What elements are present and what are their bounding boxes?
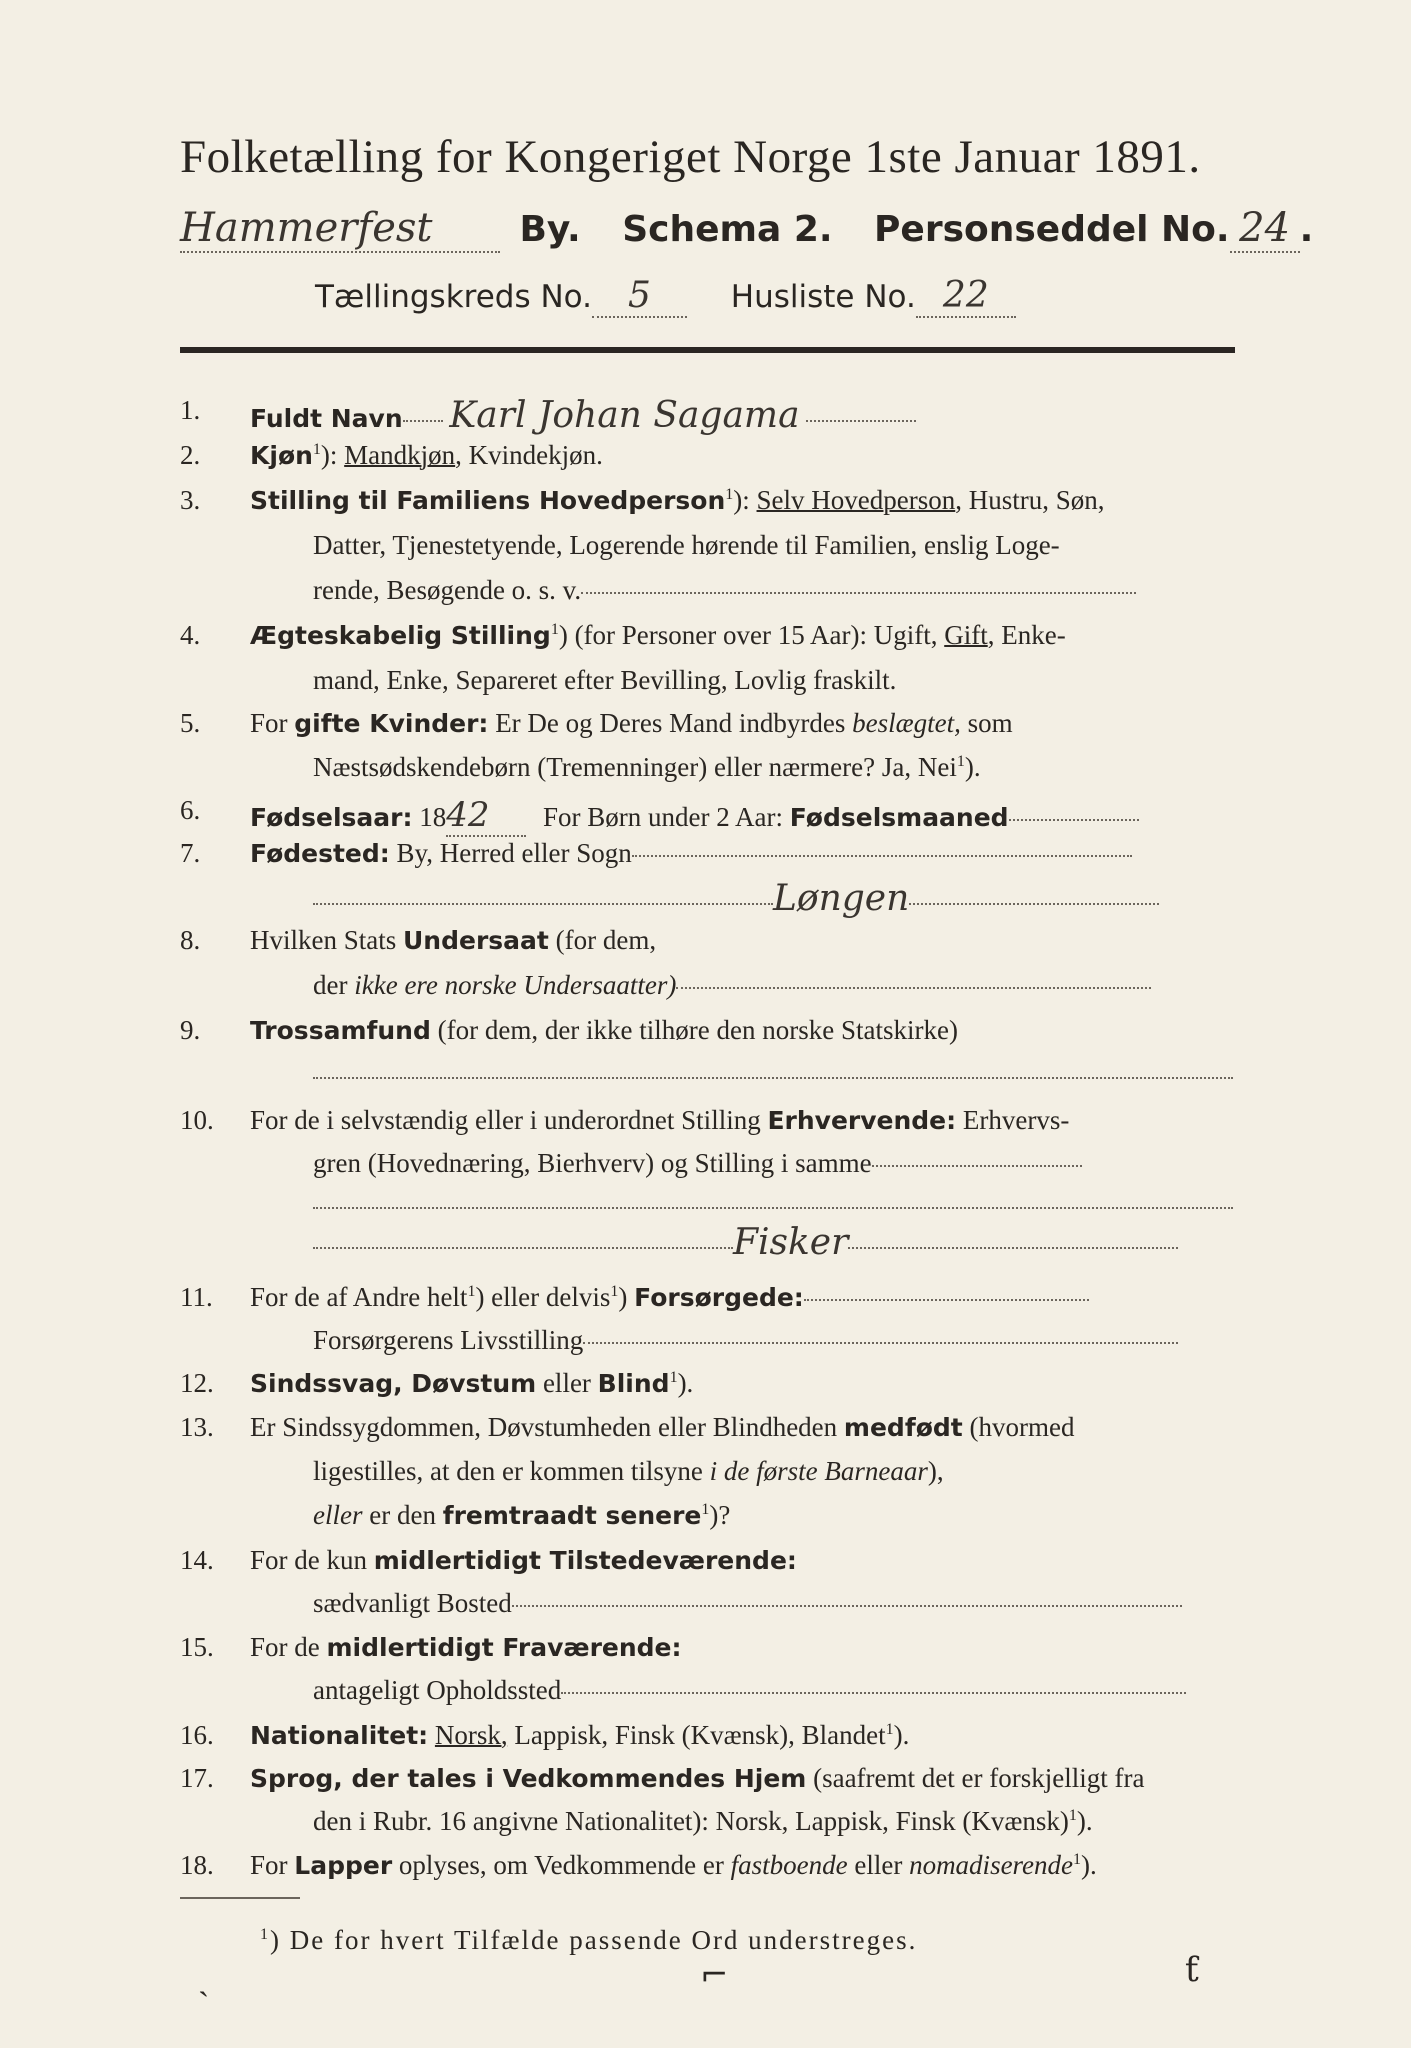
selected-option: Gift bbox=[944, 620, 988, 650]
item-17-line-2: den i Rubr. 16 angivne Nationalitet): Norsk, Lappisk, Finsk (Kvænsk)$^1$). bbox=[313, 1806, 1093, 1836]
item-number: 15. bbox=[180, 1632, 214, 1662]
item-number: 5. bbox=[180, 708, 201, 738]
item-number: 14. bbox=[180, 1545, 214, 1575]
item-15-line-2: antageligt Opholdssted bbox=[313, 1675, 1186, 1706]
item-label: Ægteskabelig Stilling bbox=[250, 621, 551, 650]
husliste-label: Husliste No. bbox=[730, 279, 916, 315]
census-form: Folketælling for Kongeriget Norge 1ste Januar 1891. Hammerfest By. Schema 2. Personseddel No. 24 . Tællingskreds No. 5 Husliste No. 22 1. Fuldt Navn Karl Johan Sagama 2. Kjøn$^1$): Mandkjøn, Kvindekjøn. 3. Stilling til Familiens Hovedperson$^1$): Selv Hovedperson, Hustru, Søn, Datter, Tjenestetyende, Logerende hørende til Familien, enslig Loge- rende, Besøgende o. s. v. 4. Ægteskabelig Stilling$^1$) (for Personer over 15 Aar): Ugift, Gift, Enke- mand, Enke, Separeret efter Bevilling, Lovlig fraskilt. 5. For gifte Kvinder: Er De og Deres Mand indbyrdes beslægtet, som Næstsødskendebørn (Tremenninger) eller nærmere? Ja, Nei$^1$). 6. Fødselsaar: 1842 For Børn under 2 Aar: Fødselsmaaned 7. Fødested: By, Herred eller Sogn Løngen 8. Hvilken Stats Undersaat (for dem, der ikke ere norske Undersaatter) 9. Trossamfund (for dem, der ikke tilhøre den norske Statskirke) 10. For de i selvstændig eller i underordnet Stilling Erhvervende: Erhvervs- gren (Hovednæring, Bierhverv) og Stilling i samme Fisker 11. For de af Andre helt$^1$) eller delvis$^1$) Forsørgede: Forsørgerens Livsstilling 12. Sindssvag, Døvstum eller Blind$^1$). 13. Er Sindssygdommen, Døvstumheden eller Blindheden medfødt (hvormed ligestilles, at den er kommen tilsyne i de første Barneaar), eller er den fremtraadt senere$^1$)? 14. For de kun midlertidigt Tilstedeværende: sædvanligt Bosted 15. For de midlertidigt Fraværende: antageligt Opholdssted 16. Nationalitet: Norsk, Lappisk, Finsk (Kvænsk), Blandet$^1$). 17. Sprog, der tales i Vedkommendes Hjem (saafremt det er forskjelligt fra den i Rubr. 16 angivne Nationalitet): Norsk, Lappisk, Finsk (Kvænsk)$^1$). 18. For Lapper oplyses, om Vedkommende er fastboende eller nomadiserende$^1$). $^1$) De for hvert Tilfælde passende Ord understreges. ˎ ⌐ ƭ bbox=[180, 131, 1314, 1998]
item-number: 6. bbox=[180, 795, 201, 825]
item-label: Lapper bbox=[294, 1851, 393, 1880]
item-label: gifte Kvinder: bbox=[294, 709, 489, 738]
item-label: Kjøn bbox=[250, 441, 313, 470]
form-title: Folketælling for Kongeriget Norge 1ste Januar 1891. bbox=[180, 131, 1201, 183]
kreds-label: Tællingskreds No. bbox=[315, 279, 592, 315]
item-10-line-2: gren (Hovednæring, Bierhverv) og Stilling i samme bbox=[313, 1148, 1082, 1179]
item-number: 8. bbox=[180, 925, 201, 955]
item-number: 3. bbox=[180, 485, 201, 515]
item-label: Trossamfund bbox=[250, 1016, 431, 1045]
personseddel-no: 24 bbox=[1230, 205, 1300, 253]
selected-option: Norsk, bbox=[434, 1720, 508, 1750]
item-label: Erhvervende: bbox=[767, 1106, 957, 1135]
item-number: 18. bbox=[180, 1850, 214, 1880]
item-number: 4. bbox=[180, 620, 201, 650]
footnote-rule bbox=[180, 1897, 300, 1899]
item-8-line-2: der ikke ere norske Undersaatter) bbox=[313, 970, 1151, 1001]
selected-option: Mandkjøn bbox=[344, 440, 456, 470]
item-label: Stilling til Familiens Hovedperson bbox=[250, 486, 726, 515]
item-label: Forsørgede: bbox=[634, 1283, 804, 1312]
item-13-line-3: eller er den fremtraadt senere$^1$)? bbox=[313, 1500, 731, 1530]
footnote: $^1$) De for hvert Tilfælde passende Ord understreges. bbox=[260, 1925, 918, 1955]
header-line-2: Hammerfest By. Schema 2. Personseddel No. 24 . bbox=[180, 205, 1314, 251]
occupation-answer: Fisker bbox=[733, 1222, 849, 1263]
header-rule bbox=[180, 347, 1235, 353]
selected-option: Selv Hovedperson bbox=[756, 485, 956, 515]
item-14-line-2: sædvanligt Bosted bbox=[313, 1588, 1182, 1619]
item-label: Nationalitet: bbox=[250, 1721, 429, 1750]
item-label: Sindssvag, Døvstum bbox=[250, 1369, 537, 1398]
place-handwritten: Hammerfest bbox=[180, 205, 500, 253]
kreds-no: 5 bbox=[592, 275, 687, 318]
schema-label: Schema 2. bbox=[622, 209, 833, 250]
item-11-line-2: Forsørgerens Livsstilling bbox=[313, 1325, 1178, 1356]
item-3-line-2: Datter, Tjenestetyende, Logerende hørende til Familien, enslig Loge- bbox=[313, 530, 1060, 560]
header-line-3 bbox=[315, 275, 1016, 318]
item-number: 7. bbox=[180, 838, 201, 868]
birthplace-answer: Løngen bbox=[773, 878, 910, 919]
name-answer: Karl Johan Sagama bbox=[449, 395, 800, 436]
item-number: 11. bbox=[180, 1282, 213, 1312]
item-number: 1. bbox=[180, 395, 201, 425]
personseddel-label: Personseddel No. bbox=[874, 209, 1230, 250]
pen-mark-icon: ˎ bbox=[198, 1958, 210, 1998]
pen-mark-icon: ⌐ bbox=[700, 1955, 729, 1995]
pen-mark-icon: ƭ bbox=[1185, 1950, 1199, 1990]
item-13-line-2: ligestilles, at den er kommen tilsyne i de første Barneaar), bbox=[313, 1456, 944, 1486]
item-label: Fødselsaar: bbox=[250, 803, 413, 832]
item-label: Sprog, der tales i Vedkommendes Hjem bbox=[250, 1764, 807, 1793]
birth-year: 42 bbox=[446, 795, 526, 837]
item-number: 12. bbox=[180, 1368, 214, 1398]
item-number: 9. bbox=[180, 1015, 201, 1045]
husliste-no: 22 bbox=[916, 275, 1016, 318]
item-3-line-3: rende, Besøgende o. s. v. bbox=[313, 575, 1136, 606]
item-5-line-2: Næstsødskendebørn (Tremenninger) eller nærmere? Ja, Nei$^1$). bbox=[313, 752, 981, 782]
by-label: By. bbox=[519, 209, 581, 250]
item-4-line-2: mand, Enke, Separeret efter Bevilling, Lovlig fraskilt. bbox=[313, 665, 897, 695]
item-label: Fuldt Navn bbox=[250, 404, 403, 433]
item-label: midlertidigt Fraværende: bbox=[326, 1633, 682, 1662]
item-label: Fødested: bbox=[250, 839, 390, 868]
item-number: 16. bbox=[180, 1720, 214, 1750]
item-number: 17. bbox=[180, 1763, 214, 1793]
item-number: 2. bbox=[180, 440, 201, 470]
item-label: midlertidigt Tilstedeværende: bbox=[373, 1546, 797, 1575]
item-label-2: Fødselsmaaned bbox=[789, 803, 1009, 832]
item-label: Undersaat bbox=[403, 926, 549, 955]
item-number: 10. bbox=[180, 1105, 214, 1135]
item-number: 13. bbox=[180, 1412, 214, 1442]
item-label: medfødt bbox=[843, 1413, 963, 1442]
